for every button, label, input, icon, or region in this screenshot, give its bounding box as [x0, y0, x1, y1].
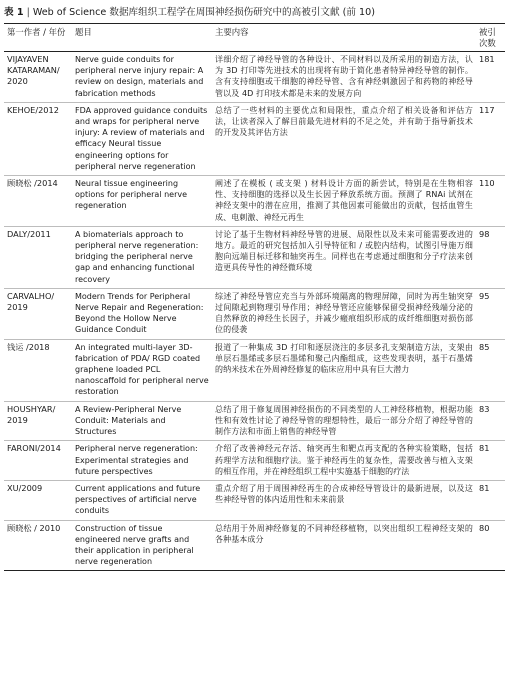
- caption-text: Web of Science 数据库组织工程学在周围神经损伤研究中的高被引文献 (前 10): [32, 7, 375, 18]
- cell-author: HOUSHYAR/ 2019: [7, 403, 56, 425]
- table-row: [4, 176, 505, 227]
- cell-author: 钱运 /2018: [7, 341, 50, 352]
- header-row: [4, 24, 505, 52]
- cell-content: 总结了一些材料的主要优点和局限性，重点介绍了相关设备和评估方法，让读者深入了解目前最先进材料的不足之处，并有助于指导新技术的开发及其评估方法: [215, 105, 473, 138]
- cell-content: 介绍了改善神经元存活、轴突再生和靶点再支配的各种实验策略，包括药理学方法和细胞疗法。鉴于神经再生的复杂性，需要改善与植入支架的相互作用，并在神经组织工程中实施基于细胞的疗法: [215, 444, 473, 476]
- cell-author: FARONI/2014: [7, 443, 61, 454]
- cell-author: XU/2009: [7, 482, 43, 493]
- cell-citations: 83: [479, 403, 490, 414]
- table-body: [4, 52, 505, 571]
- cell-citations: 85: [479, 341, 490, 352]
- table-row: [4, 480, 505, 520]
- cell-title: A biomaterials approach to peripheral nerve regeneration: bridging the peripheral nerve gap and enhancing functional recovery: [75, 229, 199, 284]
- cell-title: Construction of tissue engineered nerve grafts and their application in peripheral nerve regeneration: [75, 523, 194, 567]
- table-row: [4, 401, 505, 441]
- table-row: [4, 52, 505, 103]
- caption-label: 表 1: [4, 7, 24, 18]
- caption-separator: |: [26, 7, 30, 18]
- cell-citations: 181: [479, 54, 495, 64]
- cell-citations: 81: [479, 443, 490, 454]
- header-content: 主要内容: [215, 27, 249, 37]
- cell-title: Peripheral nerve regeneration: Experimental strategies and future perspectives: [75, 444, 198, 476]
- cell-title: Current applications and future perspectives of artificial nerve conduits: [75, 483, 201, 516]
- table-header: [4, 24, 505, 52]
- cell-citations: 95: [479, 290, 490, 301]
- cell-author: DALY/2011: [7, 228, 51, 239]
- table-row: [4, 226, 505, 288]
- cell-content: 详细介绍了神经导管的各种设计、不同材料以及所采用的制造方法，认为 3D 打印等先进技术的出现将有助于简化患者特异神经导管的制作。含有支持细胞或干细胞的神经导管、含有神经刺激因子和药物的神经导管以及 4D 打印技术都是未来的发展方向: [215, 55, 473, 98]
- cell-citations: 117: [479, 104, 495, 115]
- header-citations: 被引次数: [479, 27, 496, 48]
- cell-author: KEHOE/2012: [7, 104, 59, 115]
- cell-title: FDA approved guidance conduits and wraps for peripheral nerve injury: A review of materials and efficacy Neural tissue engineering options for peripheral nerve regeneration: [75, 105, 208, 171]
- cell-author: 顾晓松 /2014: [7, 178, 58, 189]
- cell-content: 重点介绍了用于周围神经再生的合成神经导管设计的最新进展，以及这些神经导管的体内适用性和未来前景: [215, 483, 473, 505]
- cell-content: 总结了用于修复周围神经损伤的不同类型的人工神经移植物，根据功能性和有效性讨论了神经导管的理想特性，最后一部分介绍了神经导管的制作方法和市面上销售的神经导管: [215, 404, 473, 437]
- cell-citations: 81: [479, 482, 490, 493]
- table-row: [4, 520, 505, 571]
- header-title: 题目: [75, 27, 92, 37]
- table-row: [4, 288, 505, 339]
- citation-table: [4, 23, 505, 571]
- table-caption: [4, 6, 505, 20]
- cell-author: CARVALHO/ 2019: [7, 290, 55, 313]
- table-row: [4, 339, 505, 401]
- cell-author: 顾晓松 / 2010: [7, 522, 61, 533]
- cell-content: 阐述了在模板 ( 或支架 ) 材料设计方面的新尝试，特别是在生物相容性、支持细胞的选择以及生长因子释放系统方面。预测了 RNAi 试剂在神经支架中的潜在应用，推测了其他因素可能做出的贡献，包括血管生成、电刺激、神经元再生: [215, 179, 473, 222]
- table-row: [4, 102, 505, 175]
- header-author: 第一作者 / 年份: [7, 27, 66, 37]
- cell-title: Nerve guide conduits for peripheral nerve injury repair: A review on design, materials and fabrication methods: [75, 55, 204, 98]
- table-row: [4, 441, 505, 481]
- cell-title: An integrated multi-layer 3D-fabrication of PDA/ RGD coated graphene loaded PCL nanoscaffold for peripheral nerve restoration: [75, 342, 209, 397]
- cell-content: 报道了一种集成 3D 打印和逐层浇注的多层多孔支架制造方法，支架由单层石墨烯或多层石墨烯和聚己内酯组成，这些发现表明，基于石墨烯的纳米技术在外周神经修复的临床应用中具有巨大潜力: [215, 342, 473, 375]
- cell-title: Neural tissue engineering options for peripheral nerve regeneration: [75, 179, 188, 211]
- cell-content: 总结用于外周神经修复的不同神经移植物，以突出组织工程神经支架的各种基本成分: [215, 523, 473, 544]
- cell-citations: 110: [479, 178, 495, 189]
- cell-content: 讨论了基于生物材料神经导管的进展、局限性以及未来可能需要改进的地方。最近的研究包括加入引导特征和 / 或腔内结构，试图引导施万细胞向远端目标迁移和轴突再生。同样也在考虑通过细胞和分子疗法来创造更具传导性的神经微环境: [215, 229, 473, 273]
- cell-title: Modern Trends for Peripheral Nerve Repair and Regeneration: Beyond the Hollow Nerve Guidance Conduit: [75, 291, 204, 335]
- cell-citations: 80: [479, 522, 490, 533]
- cell-content: 综述了神经导管应充当与外部环境隔离的物理屏障，同时为再生轴突穿过间隙起到物理引导作用；神经导管还应能够保留受损神经残端分泌的自然释放的神经生长因子，并减少瘢痕组织形成的成纤维细胞对损伤部位的侵袭: [215, 291, 473, 335]
- cell-citations: 98: [479, 228, 490, 239]
- cell-title: A Review-Peripheral Nerve Conduit: Materials and Structures: [75, 404, 182, 437]
- cell-author: VIJAYAVEN KATARAMAN/ 2020: [7, 54, 60, 87]
